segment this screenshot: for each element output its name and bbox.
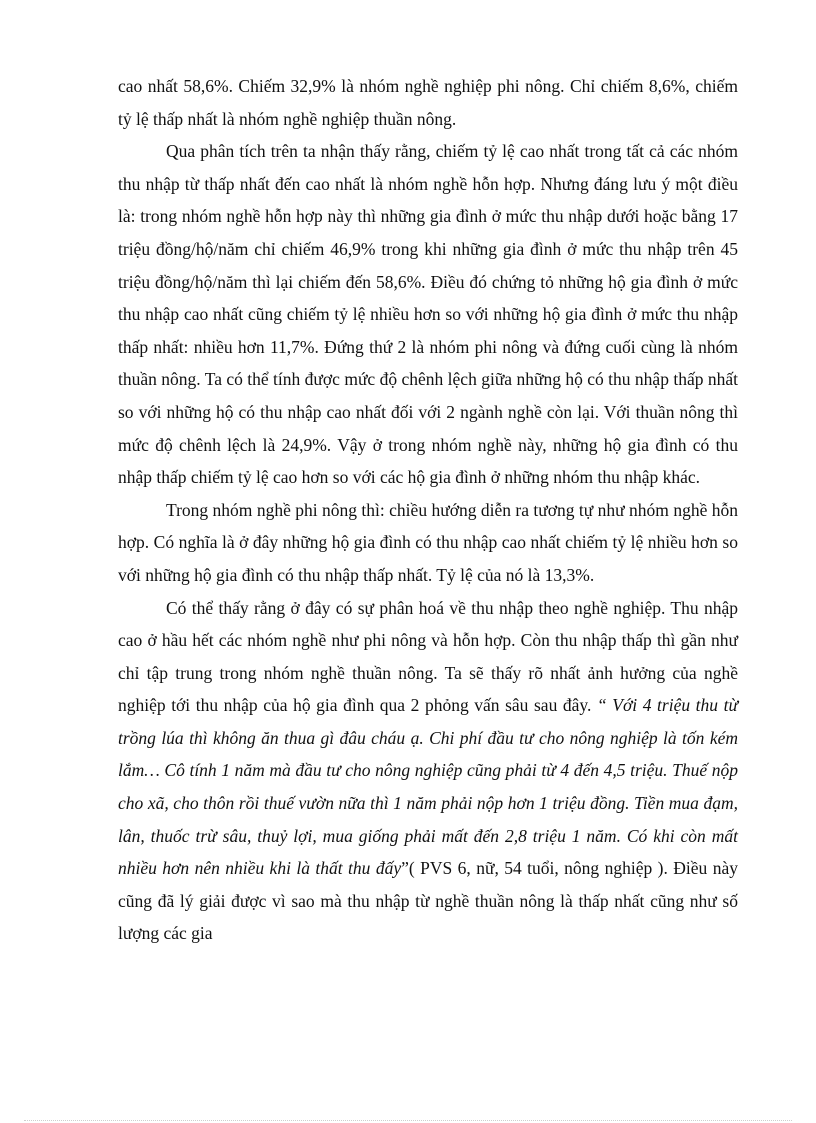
paragraph-4: [118, 592, 738, 951]
page-bottom-divider: [24, 1120, 792, 1121]
paragraph-3: Trong nhóm nghề phi nông thì: chiều hướng diễn ra tương tự như nhóm nghề hỗn hợp. Có nghĩa là ở đây những hộ gia đình có thu nhập cao nhất chiếm tỷ lệ nhiều hơn so với những hộ gia đình có thu nhập thấp nhất. Tỷ lệ của nó là 13,3%.: [118, 499, 738, 585]
interview-quote: “ Với 4 triệu thu từ trồng lúa thì không ăn thua gì đâu cháu ạ. Chi phí đầu tư cho nông nghiệp là tốn kém lắm… Cô tính 1 năm mà đầu tư cho nông nghiệp cũng phải từ 4 đến 4,5 triệu. Thuế nộp cho xã, cho thôn rồi thuế vườn nữa thì 1 năm phải nộp hơn 1 triệu đồng. Tiền mua đạm, lân, thuốc trừ sâu, thuỷ lợi, mua giống phải mất đến 2,8 triệu 1 năm. Có khi còn mất nhiều hơn nên nhiều khi là thất thu đấy: [118, 695, 738, 879]
paragraph-1: cao nhất 58,6%. Chiếm 32,9% là nhóm nghề nghiệp phi nông. Chỉ chiếm 8,6%, chiếm tỷ lệ thấp nhất là nhóm nghề nghiệp thuần nông.: [118, 76, 738, 129]
paragraph-4-continuation: ”( PVS 6, nữ, 54 tuổi, nông nghiệp ). Điều này cũng đã lý giải được vì sao mà thu nhập từ nghề thuần nông là thấp nhất cũng như số lượng các gia: [118, 858, 738, 944]
paragraph-2: Qua phân tích trên ta nhận thấy rằng, chiếm tỷ lệ cao nhất trong tất cả các nhóm thu nhập từ thấp nhất đến cao nhất là nhóm nghề hỗn hợp. Nhưng đáng lưu ý một điều là: trong nhóm nghề hỗn hợp này thì những gia đình ở mức thu nhập dưới hoặc bằng 17 triệu đồng/hộ/năm chỉ chiếm 46,9% trong khi những gia đình ở mức thu nhập trên 45 triệu đồng/hộ/năm thì lại chiếm đến 58,6%. Điều đó chứng tỏ những hộ gia đình ở mức thu nhập cao nhất cũng chiếm tỷ lệ nhiều hơn so với những hộ gia đình ở mức thu nhập thấp nhất: nhiều hơn 11,7%. Đứng thứ 2 là nhóm phi nông và đứng cuối cùng là nhóm thuần nông. Ta có thể tính được mức độ chênh lệch giữa những hộ có thu nhập thấp nhất so với những hộ có thu nhập cao nhất đối với 2 ngành nghề còn lại. Với thuần nông thì mức độ chênh lệch là 24,9%. Vậy ở trong nhóm nghề này, những hộ gia đình có thu nhập thấp chiếm tỷ lệ cao hơn so với các hộ gia đình ở những nhóm thu nhập khác.: [118, 141, 738, 488]
document-page: [118, 70, 738, 950]
paragraph-4-intro: Có thể thấy rằng ở đây có sự phân hoá về thu nhập theo nghề nghiệp. Thu nhập cao ở hầu hết các nhóm nghề như phi nông và hỗn hợp. Còn thu nhập thấp thì gần như chỉ tập trung trong nhóm nghề thuần nông. Ta sẽ thấy rõ nhất ảnh hưởng của nghề nghiệp tới thu nhập của hộ gia đình qua 2 phỏng vấn sâu sau đây.: [118, 597, 738, 716]
